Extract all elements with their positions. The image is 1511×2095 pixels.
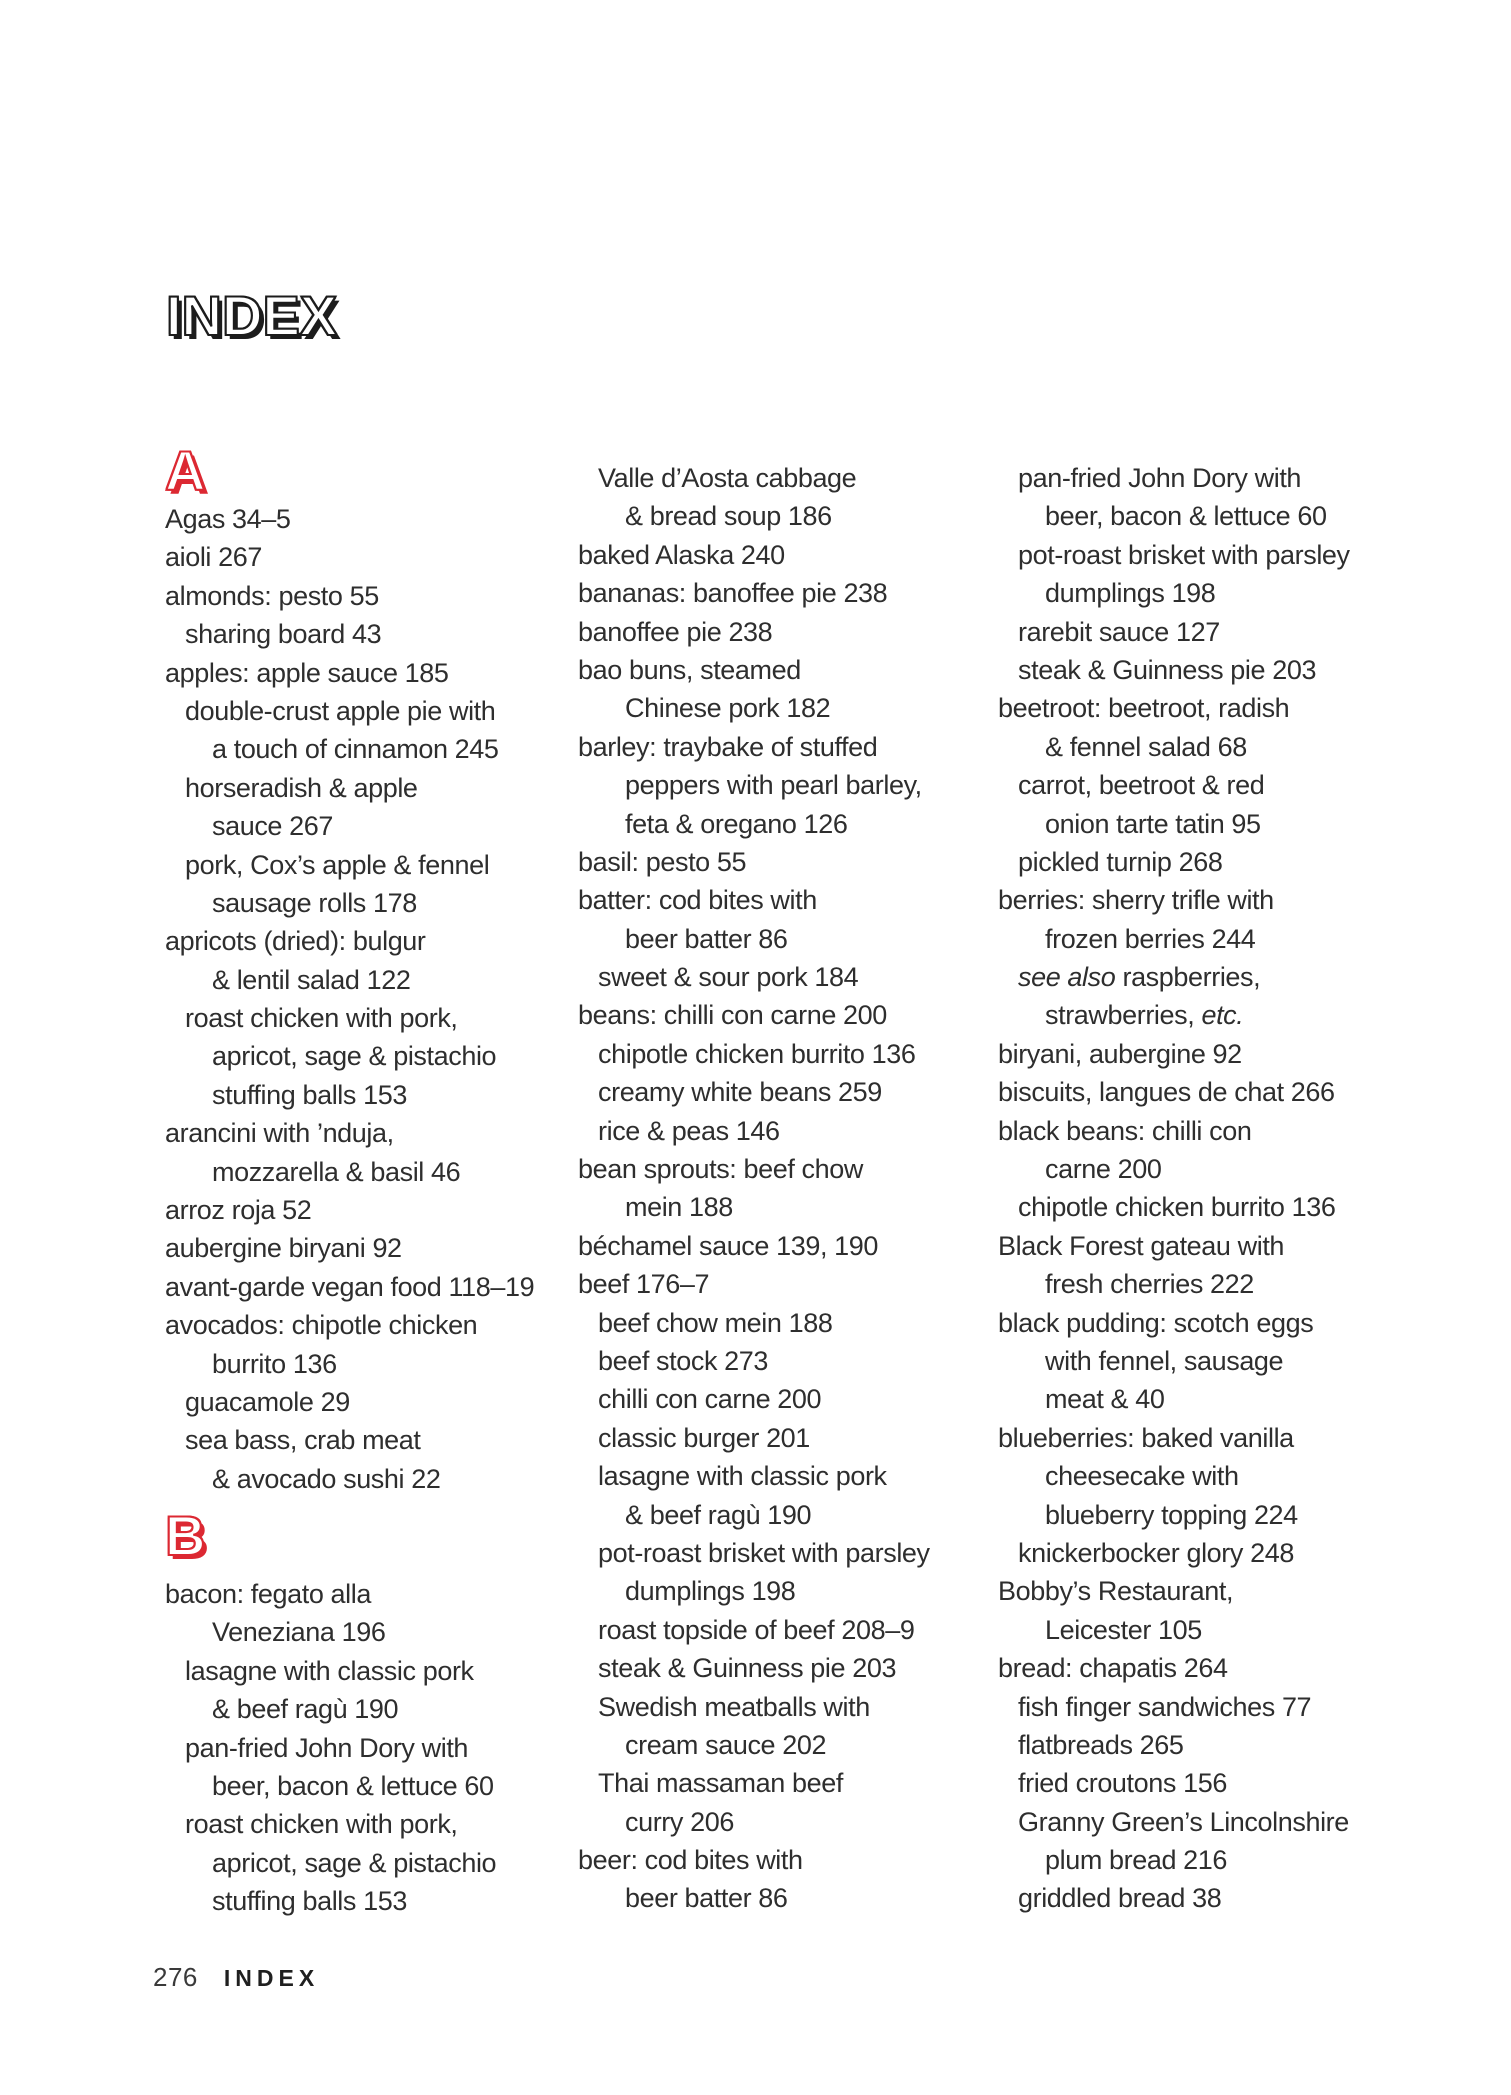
index-entry-line: sausage rolls 178 (212, 887, 417, 918)
index-entry-line: chilli con carne 200 (598, 1384, 822, 1415)
index-entry-line: carrot, beetroot & red (1018, 770, 1265, 801)
index-entry-line: mein 188 (625, 1192, 733, 1223)
index-entry-line: flatbreads 265 (1018, 1729, 1184, 1760)
index-entry-line: pickled turnip 268 (1018, 846, 1223, 877)
entry-text-italic: see also (1018, 962, 1116, 993)
index-entry-line: & lentil salad 122 (212, 964, 411, 995)
index-entry-line: batter: cod bites with (578, 885, 817, 916)
index-entry-line: lasagne with classic pork (185, 1655, 474, 1686)
index-entry-line: rarebit sauce 127 (1018, 616, 1220, 647)
index-entry-line: bread: chapatis 264 (998, 1653, 1228, 1684)
index-entry-line: & bread soup 186 (625, 501, 832, 532)
index-entry-line: beer batter 86 (625, 923, 788, 954)
index-entry-line: cheesecake with (1045, 1461, 1239, 1492)
section-letter-b: B (165, 1504, 206, 1568)
index-entry-line: beer batter 86 (625, 1883, 788, 1914)
index-entry-line: guacamole 29 (185, 1386, 350, 1417)
index-entry-line: knickerbocker glory 248 (1018, 1537, 1294, 1568)
index-entry-line: bacon: fegato alla (165, 1578, 371, 1609)
index-entry-line: beans: chilli con carne 200 (578, 1000, 887, 1031)
index-entry-line: apricot, sage & pistachio (212, 1041, 497, 1072)
index-entry-line: beer, bacon & lettuce 60 (212, 1770, 494, 1801)
index-entry-line: meat & 40 (1045, 1384, 1165, 1415)
index-entry-line: griddled bread 38 (1018, 1883, 1222, 1914)
entry-text: strawberries, (1045, 1000, 1202, 1031)
index-entry-line: fish finger sandwiches 77 (1018, 1691, 1312, 1722)
index-entry-line: bao buns, steamed (578, 654, 801, 685)
index-entry-line: black beans: chilli con (998, 1115, 1252, 1146)
index-column-2 (578, 459, 983, 1918)
index-entry-line: sea bass, crab meat (185, 1425, 421, 1456)
index-entry-line: pan-fried John Dory with (1018, 463, 1302, 493)
index-entry-line: & beef ragù 190 (212, 1694, 399, 1725)
index-entry-line: blueberry topping 224 (1045, 1499, 1298, 1530)
index-entry-line: banoffee pie 238 (578, 616, 773, 647)
index-entry-line: Valle d’Aosta cabbage (598, 463, 857, 493)
index-entry-line: stuffing balls 153 (212, 1079, 407, 1110)
index-entry-line: burrito 136 (212, 1348, 337, 1379)
index-entry-line: & avocado sushi 22 (212, 1463, 441, 1494)
index-entry-line: lasagne with classic pork (598, 1461, 887, 1492)
index-entry-line: beef stock 273 (598, 1345, 769, 1376)
index-entry-line: biscuits, langues de chat 266 (998, 1077, 1335, 1108)
section-letter-a: A (165, 438, 206, 502)
index-entry-line: aubergine biryani 92 (165, 1233, 402, 1264)
index-entry-line: carne 200 (1045, 1154, 1162, 1185)
index-entry-line: peppers with pearl barley, (625, 770, 922, 801)
index-entry-line: avocados: chipotle chicken (165, 1310, 478, 1341)
index-entry-line: mozzarella & basil 46 (212, 1156, 461, 1187)
index-entry-line: beef chow mein 188 (598, 1307, 833, 1338)
index-entry-line: creamy white beans 259 (598, 1077, 882, 1108)
index-entry-line: horseradish & apple (185, 772, 418, 803)
page-title: INDEX (166, 284, 338, 347)
index-entry-line (998, 996, 1403, 1034)
index-entry-line: steak & Guinness pie 203 (598, 1653, 897, 1684)
index-entry-line: pot-roast brisket with parsley (1018, 539, 1350, 570)
index-entry-line: & beef ragù 190 (625, 1499, 812, 1530)
index-entry-line: apples: apple sauce 185 (165, 657, 449, 688)
index-entry-line: avant-garde vegan food 118–19 (165, 1271, 535, 1302)
index-entry-line: beer: cod bites with (578, 1845, 803, 1876)
index-entry-line: béchamel sauce 139, 190 (578, 1230, 879, 1261)
entry-text: raspberries, (1115, 962, 1261, 993)
index-entry-line: fried croutons 156 (1018, 1768, 1227, 1799)
index-entry-line: arroz roja 52 (165, 1195, 312, 1226)
index-entry-line (998, 958, 1403, 996)
index-entry-line: pot-roast brisket with parsley (598, 1537, 930, 1568)
index-entry-line: double-crust apple pie with (185, 695, 496, 726)
index-entry-line: sharing board 43 (185, 619, 382, 650)
index-entry-line: apricot, sage & pistachio (212, 1847, 497, 1878)
index-entry-line: cream sauce 202 (625, 1729, 827, 1760)
index-entry-line: Thai massaman beef (598, 1768, 843, 1799)
index-entry-line: berries: sherry trifle with (998, 885, 1274, 916)
index-entry-line: blueberries: baked vanilla (998, 1422, 1294, 1453)
index-entry-line: beef 176–7 (578, 1269, 710, 1300)
index-entry-line: pan-fried John Dory with (185, 1732, 469, 1763)
index-entry-line: biryani, aubergine 92 (998, 1038, 1242, 1069)
index-entry-line: basil: pesto 55 (578, 846, 747, 877)
index-entry-line: Bobby’s Restaurant, (998, 1576, 1234, 1607)
section-heading-a (165, 400, 570, 500)
index-entry-line: Veneziana 196 (212, 1617, 386, 1648)
index-entry-line: with fennel, sausage (1045, 1345, 1284, 1376)
index-entry-line: feta & oregano 126 (625, 808, 848, 839)
page-footer (153, 1962, 319, 1993)
index-entry-line: roast chicken with pork, (185, 1809, 458, 1840)
index-entry-line: plum bread 216 (1045, 1845, 1228, 1876)
index-entry-line: fresh cherries 222 (1045, 1269, 1254, 1300)
page-number: 276 (153, 1962, 198, 1992)
index-entry-line: apricots (dried): bulgur (165, 926, 426, 957)
index-entry-line: Black Forest gateau with (998, 1230, 1285, 1261)
index-entry-line: & fennel salad 68 (1045, 731, 1247, 762)
entry-text-italic: etc. (1201, 1000, 1244, 1031)
index-entry-line: curry 206 (625, 1806, 734, 1837)
footer-section-label: INDEX (223, 1965, 320, 1991)
index-entry-line: dumplings 198 (625, 1576, 796, 1607)
index-entry-line: sweet & sour pork 184 (598, 962, 859, 993)
index-entry-line: Leicester 105 (1045, 1614, 1202, 1645)
index-entry-line: frozen berries 244 (1045, 923, 1256, 954)
index-entry-line: beetroot: beetroot, radish (998, 693, 1290, 724)
index-entry-line: a touch of cinnamon 245 (212, 734, 499, 765)
index-entry-line: sauce 267 (212, 811, 333, 842)
index-entry-line: Chinese pork 182 (625, 693, 831, 724)
index-entry-line: dumplings 198 (1045, 578, 1216, 609)
index-entry-line: bananas: banoffee pie 238 (578, 578, 888, 609)
index-entry-line: Granny Green’s Lincolnshire (1018, 1806, 1349, 1837)
index-entry-line: roast chicken with pork, (185, 1003, 458, 1034)
index-entry-line: arancini with ’nduja, (165, 1118, 394, 1149)
index-entry-line: beer, bacon & lettuce 60 (1045, 501, 1327, 532)
index-entry-line: chipotle chicken burrito 136 (598, 1038, 916, 1069)
index-entry-line: classic burger 201 (598, 1422, 810, 1453)
index-column-1 (165, 400, 570, 1920)
index-entry-line: bean sprouts: beef chow (578, 1154, 863, 1185)
index-entry-line: rice & peas 146 (598, 1115, 780, 1146)
index-entry-line: roast topside of beef 208–9 (598, 1614, 915, 1645)
index-entry-line: chipotle chicken burrito 136 (1018, 1192, 1336, 1223)
index-entry-line: aioli 267 (165, 542, 262, 573)
index-entry-line: Agas 34–5 (165, 504, 291, 534)
index-entry-line: black pudding: scotch eggs (998, 1307, 1314, 1338)
index-entry-line: barley: traybake of stuffed (578, 731, 878, 762)
index-entry-line: stuffing balls 153 (212, 1886, 407, 1917)
index-entry-line: almonds: pesto 55 (165, 580, 379, 611)
index-entry-line: pork, Cox’s apple & fennel (185, 849, 490, 880)
index-entry-line: Swedish meatballs with (598, 1691, 870, 1722)
index-entry-line: baked Alaska 240 (578, 539, 785, 570)
index-entry-line: steak & Guinness pie 203 (1018, 654, 1317, 685)
index-entry-line: onion tarte tatin 95 (1045, 808, 1261, 839)
index-column-3 (998, 459, 1403, 1918)
section-heading-b (165, 1498, 570, 1575)
